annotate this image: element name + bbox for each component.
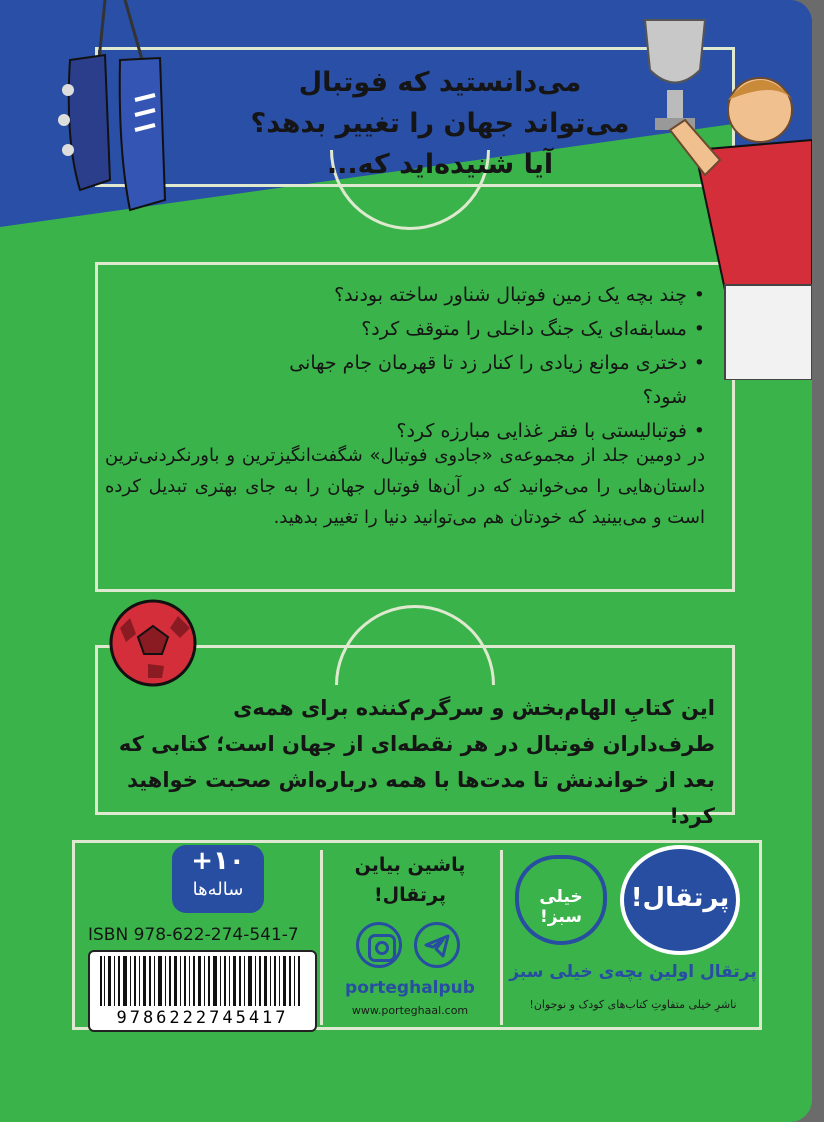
age-label: ساله‌ها	[192, 879, 244, 900]
barcode-bars	[90, 956, 311, 1006]
follow-line-1: پاشین بیاین	[354, 854, 466, 876]
footer-separator	[320, 850, 323, 1025]
headline-line-1: می‌دانستید که فوتبال	[298, 67, 582, 98]
follow-text	[330, 850, 490, 910]
publisher-logo	[620, 845, 740, 955]
follow-line-2: پرتقال!	[373, 884, 447, 906]
green-logo	[515, 855, 607, 945]
isbn-text: ISBN 978-622-274-541-7	[88, 925, 299, 945]
football-boots-illustration	[50, 0, 180, 220]
telegram-icon[interactable]	[414, 922, 460, 968]
publisher-slogan: پرتقال اولین بچه‌ی خیلی سبز	[509, 962, 757, 982]
age-badge	[172, 845, 264, 913]
question-item: • چند بچه یک زمین فوتبال شناور ساخته بودند؟	[245, 278, 705, 312]
publisher-logo-text: پرتقال!	[630, 883, 730, 913]
tagline-paragraph: این کتابِ الهام‌بخش و سرگرم‌کننده برای همه‌ی طرف‌داران فوتبال در هر نقطه‌ای از جهان است؛ کتابی که بعد از خواندنش تا مدت‌ها با همه درباره‌اش صحبت خواهید کرد!	[118, 696, 715, 828]
question-item: • دختری موانع زیادی را کنار زد تا قهرمان جام جهانی شود؟	[245, 346, 705, 414]
website[interactable]: www.porteghaal.com	[351, 1004, 469, 1017]
headline-line-2: می‌تواند جهان را تغییر بدهد؟	[250, 108, 630, 139]
question-list	[245, 278, 705, 448]
barcode-number: 9786222745417	[116, 1008, 289, 1028]
instagram-icon[interactable]	[356, 922, 402, 968]
green-logo-text: خیلی سبز!	[539, 887, 583, 927]
headline-line-3: آیا شنیده‌اید که...	[326, 149, 554, 180]
question-item: • مسابقه‌ای یک جنگ داخلی را متوقف کرد؟	[245, 312, 705, 346]
age-value: +۱۰	[191, 846, 245, 876]
social-handle[interactable]: porteghalpub	[345, 978, 475, 998]
publisher-subslogan: ناشرِ خیلی متفاوتِ کتاب‌های کودک و نوجوان!	[529, 998, 737, 1011]
barcode	[88, 950, 317, 1032]
headline	[250, 62, 630, 185]
soccer-ball-illustration	[108, 598, 198, 688]
footer-separator	[500, 850, 503, 1025]
description-paragraph: در دومین جلد از مجموعه‌ی «جادوی فوتبال» شگفت‌انگیزترین و باورنکردنی‌ترین داستان‌هایی را می‌خوانید که در آن‌ها فوتبال جهان را به جای بهتری تبدیل کرده است و می‌بینید که خودتان هم می‌توانید دنیا را تغییر بدهید.	[105, 445, 705, 528]
question-item: • فوتبالیستی با فقر غذایی مبارزه کرد؟	[245, 414, 705, 448]
